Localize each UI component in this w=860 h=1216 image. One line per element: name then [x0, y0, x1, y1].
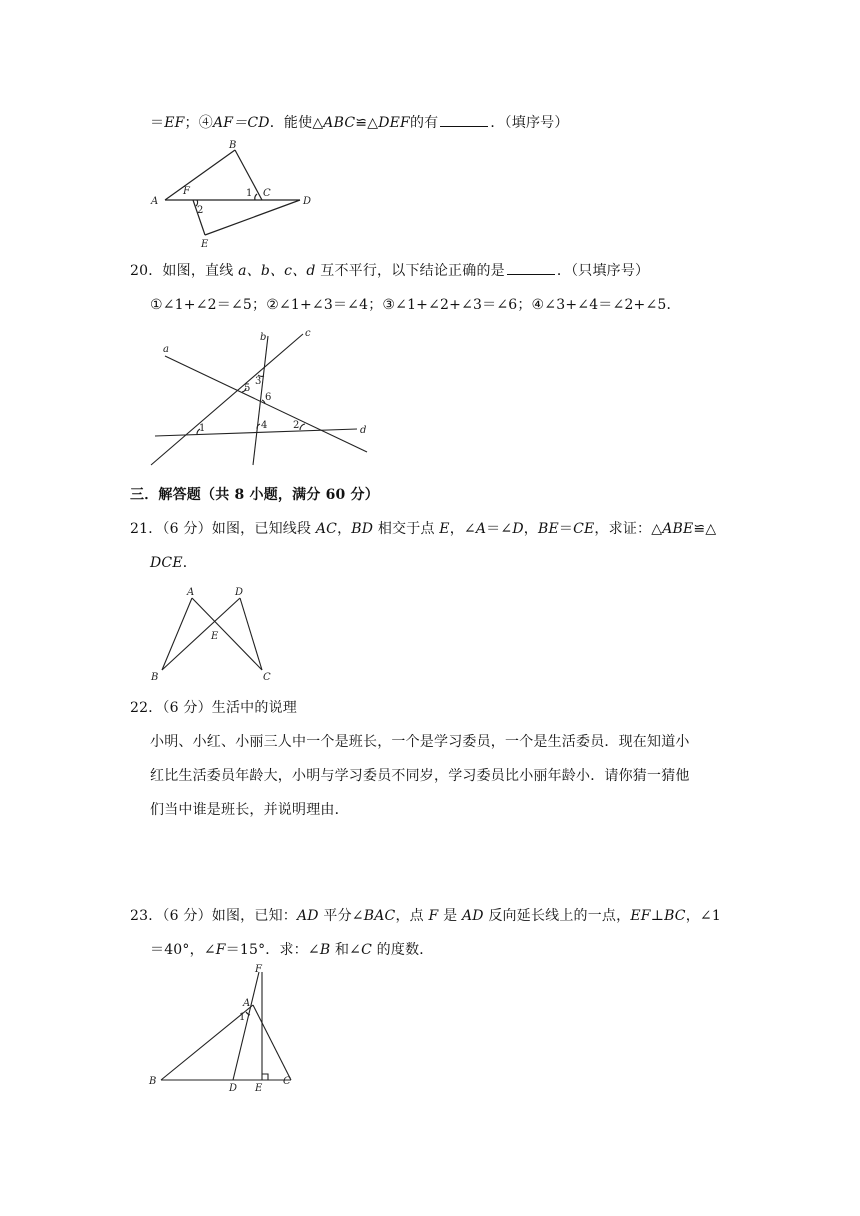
label-6: 6	[265, 392, 272, 403]
label-angle-2: 2	[197, 205, 204, 216]
q20-stem: 20．如图，直线 a、b、c、d 互不平行，以下结论正确的是 ．（只填序号）	[130, 263, 650, 279]
label-angle-1: 1	[246, 188, 253, 199]
angle-2-arc	[300, 424, 305, 430]
line-a	[165, 356, 367, 452]
answer-blank	[440, 114, 488, 127]
label-F: F	[183, 186, 190, 197]
label-D: D	[235, 587, 244, 598]
label-3: 3	[255, 376, 262, 387]
label-C: C	[263, 672, 271, 683]
q21-figure	[145, 582, 285, 682]
label-A: A	[151, 196, 159, 207]
answer-blank	[507, 262, 555, 275]
section-3-heading: 三．解答题（共 8 小题，满分 60 分）	[130, 487, 379, 503]
label-B: B	[229, 140, 237, 151]
q20-options: ①∠1+∠2＝∠5；②∠1+∠3＝∠4；③∠1+∠2+∠3＝∠6；④∠3+∠4＝∠2+∠5．	[150, 297, 681, 313]
label-E: E	[255, 1083, 263, 1094]
label-a: a	[163, 344, 169, 355]
segment-df	[233, 972, 259, 1080]
q20-figure	[145, 328, 385, 468]
label-C: C	[263, 188, 271, 199]
q21-stem-line2: DCE．	[150, 555, 197, 571]
label-c: c	[305, 328, 311, 339]
label-A: A	[243, 998, 251, 1009]
label-1: 1	[239, 1012, 246, 1023]
angle-1-arc	[255, 194, 257, 200]
label-d: d	[360, 425, 367, 436]
label-4: 4	[261, 420, 268, 431]
q19-figure	[145, 138, 345, 248]
label-2: 2	[293, 420, 300, 431]
q22-title: 22．（6 分）生活中的说理	[130, 700, 297, 716]
segment-ab	[162, 598, 192, 670]
q23-figure	[145, 962, 315, 1092]
segment-ac	[253, 1005, 291, 1080]
label-1: 1	[199, 423, 206, 434]
label-C: C	[283, 1076, 291, 1087]
q22-body-line-2: 红比生活委员年龄大，小明与学习委员不同岁，学习委员比小丽年龄小．请你猜一猜他	[150, 768, 690, 784]
segment-ab	[165, 150, 235, 200]
segment-ed	[205, 200, 300, 235]
label-5: 5	[244, 383, 251, 394]
label-D: D	[229, 1083, 238, 1094]
label-E: E	[211, 631, 219, 642]
q22-body-line-1: 小明、小红、小丽三人中一个是班长，一个是学习委员，一个是生活委员．现在知道小	[150, 734, 690, 750]
label-E: E	[201, 239, 209, 250]
label-b: b	[260, 332, 267, 343]
segment-bd	[162, 598, 240, 670]
q22-body-line-3: 们当中谁是班长，并说明理由．	[150, 802, 349, 818]
label-B: B	[149, 1076, 157, 1087]
label-D: D	[303, 196, 312, 207]
q23-stem-line1: 23．（6 分）如图，已知：AD 平分∠BAC，点 F 是 AD 反向延长线上的一点，EF⊥BC，∠1	[130, 908, 721, 924]
line-c	[151, 334, 303, 465]
right-angle-mark	[262, 1074, 268, 1080]
label-F: F	[255, 964, 262, 975]
q23-stem-line2: ＝40°，∠F＝15°．求：∠B 和∠C 的度数．	[150, 942, 434, 958]
label-B: B	[151, 672, 159, 683]
q21-stem-line1: 21．（6 分）如图，已知线段 AC，BD 相交于点 E，∠A＝∠D，BE＝CE，求证：△ABE≌△	[130, 521, 717, 537]
q19-condition-line: ＝EF；④AF＝CD．能使△ABC≌△DEF的有 ．（填序号）	[150, 115, 569, 131]
label-A: A	[187, 587, 195, 598]
